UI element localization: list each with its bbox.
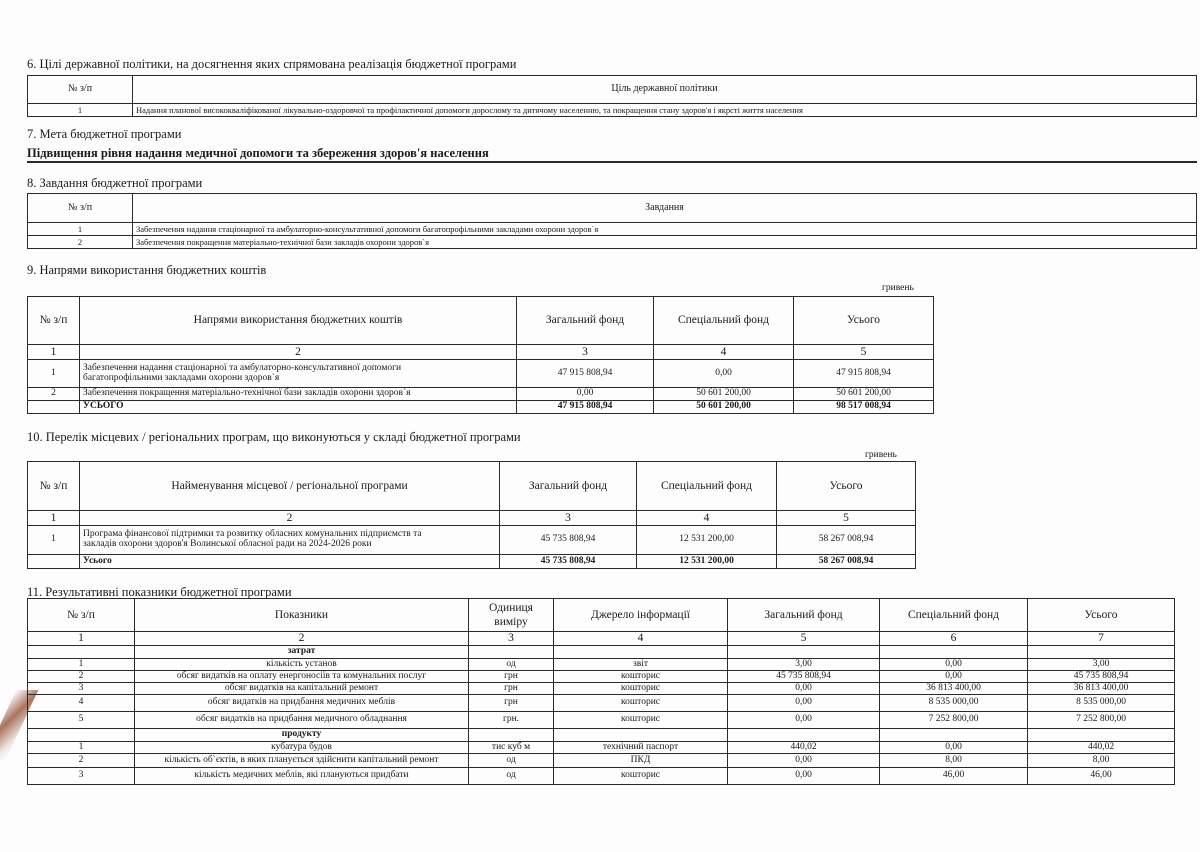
- section-11-title: 11. Результативні показники бюджетної програми: [27, 585, 292, 599]
- special-fund-value: 8 535 000,00: [880, 695, 1028, 712]
- col-header-task: Завдання: [133, 194, 1197, 223]
- task-text: Забезпечення надання стаціонарної та амбулаторно-консультативної допомоги багатопрофільними закладами охорони здоров`я: [133, 223, 1197, 236]
- unit-value: од: [469, 659, 554, 671]
- policy-goal-text: Надання планової висококваліфікованої лікувально-оздоровчої та профілактичної допомоги дорослому та дитячому населенню, та покращення стану здоров'я і якрсті життя населення: [133, 104, 1197, 117]
- direction-text: Забезпечення покращення матеріально-технічної бази закладів охорони здоров`я: [80, 388, 517, 401]
- col-number: 5: [728, 632, 880, 646]
- task-text: Забезпечення покращення матеріально-технічної бази закладів охорони здоров`я: [133, 236, 1197, 249]
- total-value: 3,00: [1028, 659, 1175, 671]
- unit-header-line: Одиниця: [489, 601, 533, 614]
- row-number: 1: [28, 104, 133, 117]
- col-number: 4: [554, 632, 728, 646]
- unit-value: грн.: [469, 712, 554, 729]
- table-row: [28, 526, 916, 555]
- general-fund-value: 45 735 808,94: [728, 671, 880, 683]
- total-value: 50 601 200,00: [794, 388, 934, 401]
- col-header-unit: [469, 599, 554, 632]
- col-header-number: № з/п: [28, 462, 80, 511]
- special-fund-total: 12 531 200,00: [637, 555, 777, 569]
- program-goal: Підвищення рівня надання медичної допомоги та збереження здоров'я населення: [27, 146, 489, 160]
- row-number: 1: [28, 360, 80, 388]
- program-name-line: закладів охорони здоров'я Волинської обласної ради на 2024-2026 роки: [83, 539, 372, 549]
- row-number: 5: [28, 712, 135, 729]
- general-fund-value: 0,00: [517, 388, 654, 401]
- info-source: технічний паспорт: [554, 742, 728, 754]
- total-value: 7 252 800,00: [1028, 712, 1175, 729]
- col-header-indicators: Показники: [135, 599, 469, 632]
- row-number: 2: [28, 754, 135, 768]
- col-header-number: № з/п: [28, 194, 133, 223]
- col-header-number: № з/п: [28, 297, 80, 345]
- empty-cell: [28, 555, 80, 569]
- policy-goals-table: [27, 75, 1197, 117]
- table-row: [28, 223, 1197, 236]
- special-fund-value: 46,00: [880, 768, 1028, 785]
- col-header-source: Джерело інформації: [554, 599, 728, 632]
- performance-indicators-table: [27, 598, 1175, 785]
- general-fund-value: 0,00: [728, 695, 880, 712]
- program-name-line: Програма фінансової підтримки та розвитку обласних комунальних підприємств та: [83, 529, 422, 540]
- unit-value: грн: [469, 695, 554, 712]
- col-number: 6: [880, 632, 1028, 646]
- currency-unit: гривень: [865, 450, 897, 460]
- total-row: [28, 555, 916, 569]
- group-label: продукту: [135, 729, 469, 742]
- total-value: 45 735 808,94: [1028, 671, 1175, 683]
- tasks-table: [27, 193, 1197, 249]
- col-header-number: № з/п: [28, 76, 133, 104]
- col-header-general-fund: Загальний фонд: [500, 462, 637, 511]
- total-value: 47 915 808,94: [794, 360, 934, 388]
- group-row-product: [28, 729, 1175, 742]
- unit-value: грн: [469, 671, 554, 683]
- col-number: 4: [654, 345, 794, 360]
- row-number: 2: [28, 671, 135, 683]
- col-number: 2: [80, 511, 500, 526]
- col-number: 4: [637, 511, 777, 526]
- special-fund-value: 7 252 800,00: [880, 712, 1028, 729]
- total-value: 58 267 008,94: [777, 526, 916, 555]
- section-7-title: 7. Мета бюджетної програми: [27, 127, 182, 141]
- col-number: 2: [80, 345, 517, 360]
- col-number: 5: [794, 345, 934, 360]
- unit-value: од: [469, 754, 554, 768]
- indicator-name: кількість об`єктів, в яких планується здійснити капітальний ремонт: [135, 754, 469, 768]
- row-number: 3: [28, 683, 135, 695]
- general-fund-value: 440,02: [728, 742, 880, 754]
- special-fund-value: 36 813 400,00: [880, 683, 1028, 695]
- row-number: 1: [28, 526, 80, 555]
- col-header-total: Усього: [777, 462, 916, 511]
- table-row: [28, 712, 1175, 729]
- col-header-total: Усього: [1028, 599, 1175, 632]
- special-fund-total: 50 601 200,00: [654, 401, 794, 414]
- total-label: УСЬОГО: [80, 401, 517, 414]
- col-header-program-name: Найменування місцевої / регіональної програми: [80, 462, 500, 511]
- indicator-name: кубатура будов: [135, 742, 469, 754]
- indicator-name: обсяг видатків на придбання медичного обладнання: [135, 712, 469, 729]
- col-header-special-fund: Спеціальний фонд: [880, 599, 1028, 632]
- column-numbers-row: [28, 345, 934, 360]
- total-row: [28, 401, 934, 414]
- table-row: [28, 695, 1175, 712]
- total-value: 8,00: [1028, 754, 1175, 768]
- group-row-costs: [28, 646, 1175, 659]
- row-number: 1: [28, 659, 135, 671]
- indicator-name: обсяг видатків на капітальний ремонт: [135, 683, 469, 695]
- general-fund-value: 0,00: [728, 754, 880, 768]
- column-numbers-row: [28, 632, 1175, 646]
- empty-cell: [28, 401, 80, 414]
- general-fund-value: 0,00: [728, 683, 880, 695]
- currency-unit: гривень: [882, 283, 914, 293]
- col-number: 3: [469, 632, 554, 646]
- program-name: [80, 526, 500, 555]
- table-row: [28, 360, 934, 388]
- grand-total: 98 517 008,94: [794, 401, 934, 414]
- grand-total: 58 267 008,94: [777, 555, 916, 569]
- table-row: [28, 683, 1175, 695]
- direction-line: Забезпечення надання стаціонарної та амбулаторно-консультативної допомоги: [83, 362, 402, 373]
- general-fund-total: 45 735 808,94: [500, 555, 637, 569]
- table-row: [28, 104, 1197, 117]
- general-fund-value: 3,00: [728, 659, 880, 671]
- special-fund-value: 0,00: [880, 742, 1028, 754]
- info-source: звіт: [554, 659, 728, 671]
- info-source: кошторис: [554, 695, 728, 712]
- total-value: 440,02: [1028, 742, 1175, 754]
- general-fund-value: 45 735 808,94: [500, 526, 637, 555]
- table-row: [28, 768, 1175, 785]
- group-label: затрат: [135, 646, 469, 659]
- col-number: 3: [517, 345, 654, 360]
- info-source: ПКД: [554, 754, 728, 768]
- special-fund-value: 50 601 200,00: [654, 388, 794, 401]
- col-header-special-fund: Спеціальний фонд: [637, 462, 777, 511]
- col-header-number: № з/п: [28, 599, 135, 632]
- indicator-name: кількість медичних меблів, які плануються придбати: [135, 768, 469, 785]
- col-number: 1: [28, 345, 80, 360]
- special-fund-value: 12 531 200,00: [637, 526, 777, 555]
- table-row: [28, 236, 1197, 249]
- col-header-general-fund: Загальний фонд: [728, 599, 880, 632]
- col-number: 1: [28, 632, 135, 646]
- table-row: [28, 754, 1175, 768]
- info-source: кошторис: [554, 683, 728, 695]
- table-row: [28, 671, 1175, 683]
- col-number: 3: [500, 511, 637, 526]
- col-header-total: Усього: [794, 297, 934, 345]
- info-source: кошторис: [554, 712, 728, 729]
- special-fund-value: 0,00: [880, 659, 1028, 671]
- budget-directions-table: [27, 296, 934, 414]
- info-source: кошторис: [554, 768, 728, 785]
- indicator-name: обсяг видатків на оплату енергоносіїв та комунальних послуг: [135, 671, 469, 683]
- col-number: 1: [28, 511, 80, 526]
- col-number: 2: [135, 632, 469, 646]
- special-fund-value: 0,00: [880, 671, 1028, 683]
- unit-value: грн: [469, 683, 554, 695]
- unit-header-line: виміру: [494, 616, 528, 628]
- col-number: 5: [777, 511, 916, 526]
- direction-text: [80, 360, 517, 388]
- special-fund-value: 8,00: [880, 754, 1028, 768]
- section-10-title: 10. Перелік місцевих / регіональних програм, що виконуються у складі бюджетної програми: [27, 430, 521, 444]
- row-number: 1: [28, 223, 133, 236]
- column-numbers-row: [28, 511, 916, 526]
- section-8-title: 8. Завдання бюджетної програми: [27, 176, 203, 190]
- section-6-title: 6. Цілі державної політики, на досягнення яких спрямована реалізація бюджетної програми: [27, 57, 517, 71]
- section-9-title: 9. Напрями використання бюджетних коштів: [27, 263, 267, 277]
- row-number: 4: [28, 695, 135, 712]
- col-header-special-fund: Спеціальний фонд: [654, 297, 794, 345]
- general-fund-total: 47 915 808,94: [517, 401, 654, 414]
- total-value: 46,00: [1028, 768, 1175, 785]
- indicator-name: кількість установ: [135, 659, 469, 671]
- unit-value: од: [469, 768, 554, 785]
- unit-value: тис куб м: [469, 742, 554, 754]
- col-header-direction: Напрями використання бюджетних коштів: [80, 297, 517, 345]
- col-number: 7: [1028, 632, 1175, 646]
- general-fund-value: 47 915 808,94: [517, 360, 654, 388]
- col-header-policy-goal: Ціль державної політики: [133, 76, 1197, 104]
- table-row: [28, 388, 934, 401]
- regional-programs-table: [27, 461, 916, 569]
- special-fund-value: 0,00: [654, 360, 794, 388]
- row-number: 1: [28, 742, 135, 754]
- row-number: 3: [28, 768, 135, 785]
- row-number: 2: [28, 236, 133, 249]
- col-header-general-fund: Загальний фонд: [517, 297, 654, 345]
- total-label: Усього: [80, 555, 500, 569]
- direction-line: багатопрофільними закладами охорони здоров`я: [83, 372, 280, 383]
- indicator-name: обсяг видатків на придбання медичних меблів: [135, 695, 469, 712]
- row-number: 2: [28, 388, 80, 401]
- total-value: 36 813 400,00: [1028, 683, 1175, 695]
- info-source: кошторис: [554, 671, 728, 683]
- goal-underline: [27, 161, 1197, 163]
- table-row: [28, 742, 1175, 754]
- general-fund-value: 0,00: [728, 712, 880, 729]
- table-row: [28, 659, 1175, 671]
- general-fund-value: 0,00: [728, 768, 880, 785]
- total-value: 8 535 000,00: [1028, 695, 1175, 712]
